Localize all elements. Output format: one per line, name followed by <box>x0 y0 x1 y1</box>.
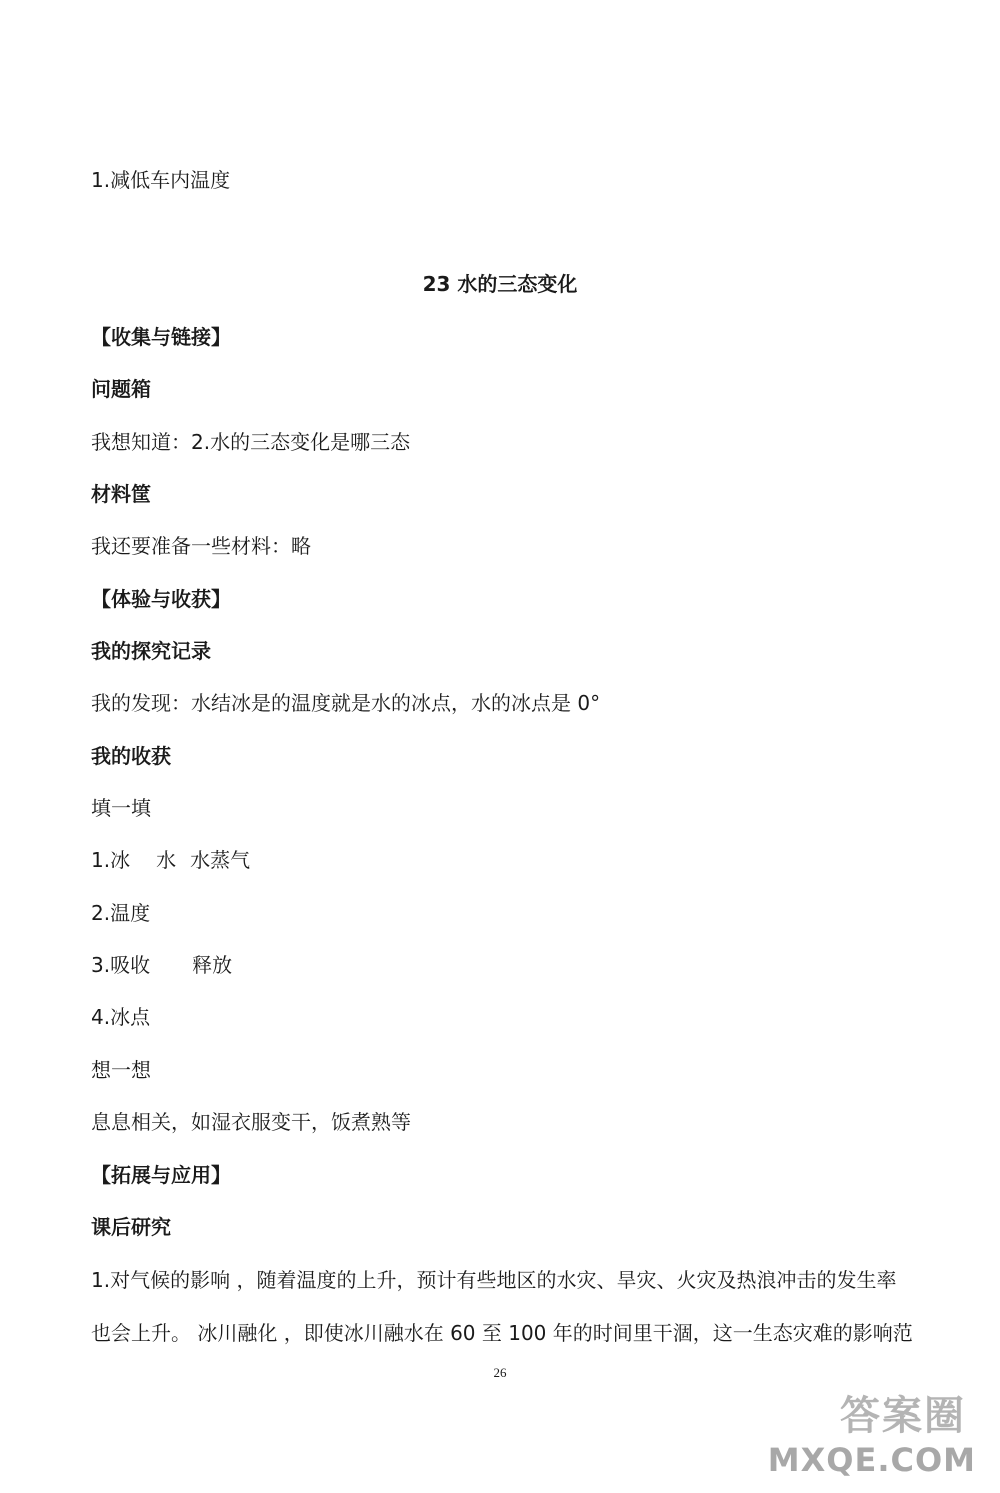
research-heading: 课后研究 <box>91 1215 171 1239</box>
think-heading: 想一想 <box>91 1058 151 1082</box>
materials-text: 我还要准备一些材料：略 <box>91 534 311 558</box>
harvest-heading: 我的收获 <box>91 744 171 768</box>
think-text: 息息相关，如湿衣服变干，饭煮熟等 <box>91 1110 411 1134</box>
question-box-text: 我想知道：2.水的三态变化是哪三态 <box>91 430 411 454</box>
fill-answer: 吸收 <box>110 953 151 977</box>
section-heading-extend: 【拓展与应用】 <box>91 1163 231 1187</box>
watermark-logo: 答案圈 <box>840 1393 966 1439</box>
fill-item-number: 4. <box>91 1005 111 1029</box>
fill-item-4 <box>91 1005 150 1029</box>
section-heading-collect: 【收集与链接】 <box>91 325 231 349</box>
fill-item-number: 2. <box>91 901 111 925</box>
fill-item-number: 1. <box>91 848 111 872</box>
materials-heading: 材料筐 <box>91 482 151 506</box>
top-answer: 1.减低车内温度 <box>91 168 231 192</box>
watermark-site: MXQE.COM <box>767 1441 976 1479</box>
research-paragraph-line-1: 1.对气候的影响 ，随着温度的上升，预计有些地区的水灾、旱灾、火灾及热浪冲击的发生率 <box>91 1268 897 1292</box>
section-heading-experience: 【体验与收获】 <box>91 587 231 611</box>
record-text: 我的发现：水结冰是的温度就是水的冰点，水的冰点是 0° <box>91 691 601 715</box>
research-paragraph-line-2: 也会上升。 冰川融化 ，即使冰川融水在 60 至 100 年的时间里干涸，这一生态灾难的影响范 <box>91 1321 913 1345</box>
watermark <box>767 1393 990 1487</box>
fill-answer: 冰点 <box>110 1005 151 1029</box>
question-box-heading: 问题箱 <box>91 377 151 401</box>
fill-answer: 冰 <box>110 848 131 872</box>
page-number: 26 <box>493 1365 507 1380</box>
fill-answer: 温度 <box>110 901 151 925</box>
fill-answer: 水 <box>156 848 177 872</box>
fill-item-2 <box>91 901 150 925</box>
fill-item-number: 3. <box>91 953 111 977</box>
fill-heading: 填一填 <box>91 796 151 820</box>
fill-item-1 <box>91 848 250 872</box>
fill-item-3 <box>91 953 232 977</box>
lesson-title: 23 水的三态变化 <box>422 272 578 296</box>
record-heading: 我的探究记录 <box>91 639 211 663</box>
fill-answer: 水蒸气 <box>190 848 251 872</box>
fill-answer: 释放 <box>192 953 233 977</box>
